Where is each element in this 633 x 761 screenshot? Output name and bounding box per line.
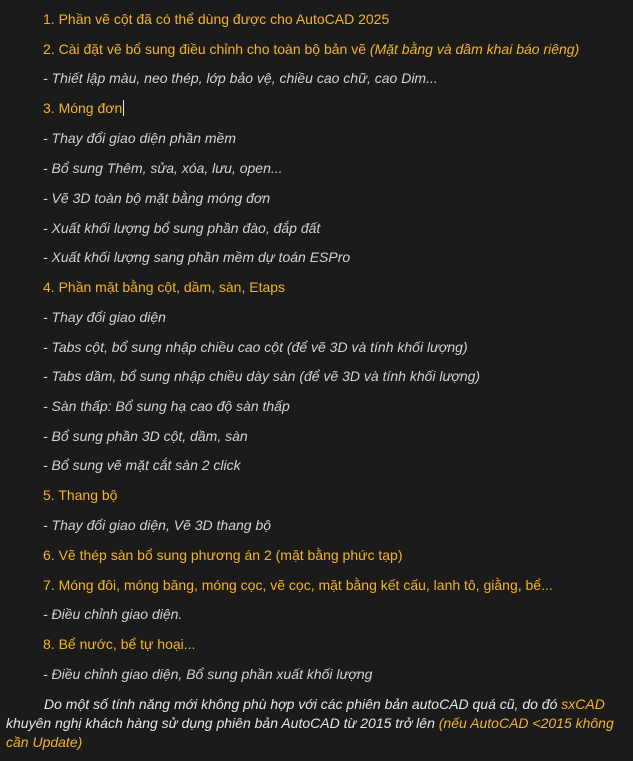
item-1-text: 1. Phần vẽ cột đã có thể dùng được cho AutoCAD 2025: [43, 11, 390, 27]
item-7-heading: 7. Móng đôi, móng băng, móng cọc, vẽ cọc, mặt bằng kết cấu, lanh tô, giằng, bể...: [43, 577, 553, 593]
item-3-sub-5: - Xuất khối lượng sang phần mềm dự toán ESPro: [43, 249, 351, 265]
item-1-heading: [43, 9, 389, 29]
item-2-sub-1: - Thiết lập màu, neo thép, lớp bảo vệ, chiều cao chữ, cao Dim...: [43, 70, 438, 86]
item-4-sub-3: - Tabs dầm, bổ sung nhập chiều dày sàn (để vẽ 3D và tính khối lượng): [43, 368, 481, 384]
item-4-sub-1: - Thay đổi giao diện: [43, 309, 166, 325]
item-2-heading: [43, 39, 579, 59]
item-4-sub-5: - Bổ sung phần 3D cột, dầm, sàn: [43, 428, 248, 444]
item-6-heading: 6. Vẽ thép sàn bổ sung phương án 2 (mặt bằng phức tạp): [43, 547, 403, 563]
item-2-note: (Mặt bằng và dầm khai báo riêng): [369, 41, 580, 57]
item-4-sub-2: - Tabs cột, bổ sung nhập chiều cao cột (để vẽ 3D và tính khối lượng): [43, 339, 468, 355]
item-2-text: 2. Cài đặt vẽ bổ sung điều chỉnh cho toàn bộ bản vẽ: [43, 41, 367, 57]
footer-brand: sxCAD: [561, 696, 605, 712]
item-3-sub-3: - Vẽ 3D toàn bộ mặt bằng móng đơn: [43, 190, 271, 206]
item-8-sub-1: - Điều chỉnh giao diện, Bổ sung phần xuất khối lượng: [43, 666, 373, 682]
item-8-heading: 8. Bể nước, bể tự hoại...: [43, 636, 196, 652]
item-3-sub-4: - Xuất khối lượng bổ sung phần đào, đắp đất: [43, 220, 321, 236]
item-3-sub-2: - Bổ sung Thêm, sửa, xóa, lưu, open...: [43, 160, 283, 176]
footer-note: [6, 695, 628, 752]
item-3-heading[interactable]: [43, 98, 124, 118]
footer-update-note: (nếu AutoCAD <2015 không cần Update): [6, 715, 614, 750]
item-4-sub-4: - Sàn thấp: Bổ sung hạ cao độ sàn thấp: [43, 398, 290, 414]
footer-text-b: khuyên nghị khách hàng sử dụng phiên bản AutoCAD từ 2015 trở lên: [6, 715, 439, 731]
item-3-text: 3. Móng đơn: [43, 100, 123, 116]
footer-text-a: Do một số tính năng mới không phù hợp với các phiên bản autoCAD quá cũ, do đó: [44, 696, 562, 712]
item-5-sub-1: - Thay đổi giao diện, Vẽ 3D thang bộ: [43, 517, 272, 533]
item-3-sub-1: - Thay đổi giao diện phần mềm: [43, 130, 236, 146]
item-5-heading: 5. Thang bộ: [43, 487, 118, 503]
item-7-sub-1: - Điều chỉnh giao diện.: [43, 606, 183, 622]
item-4-sub-6: - Bổ sung vẽ mặt cắt sàn 2 click: [43, 457, 241, 473]
item-4-heading: 4. Phần mặt bằng cột, dầm, sàn, Etaps: [43, 279, 286, 295]
text-cursor: [123, 100, 124, 116]
